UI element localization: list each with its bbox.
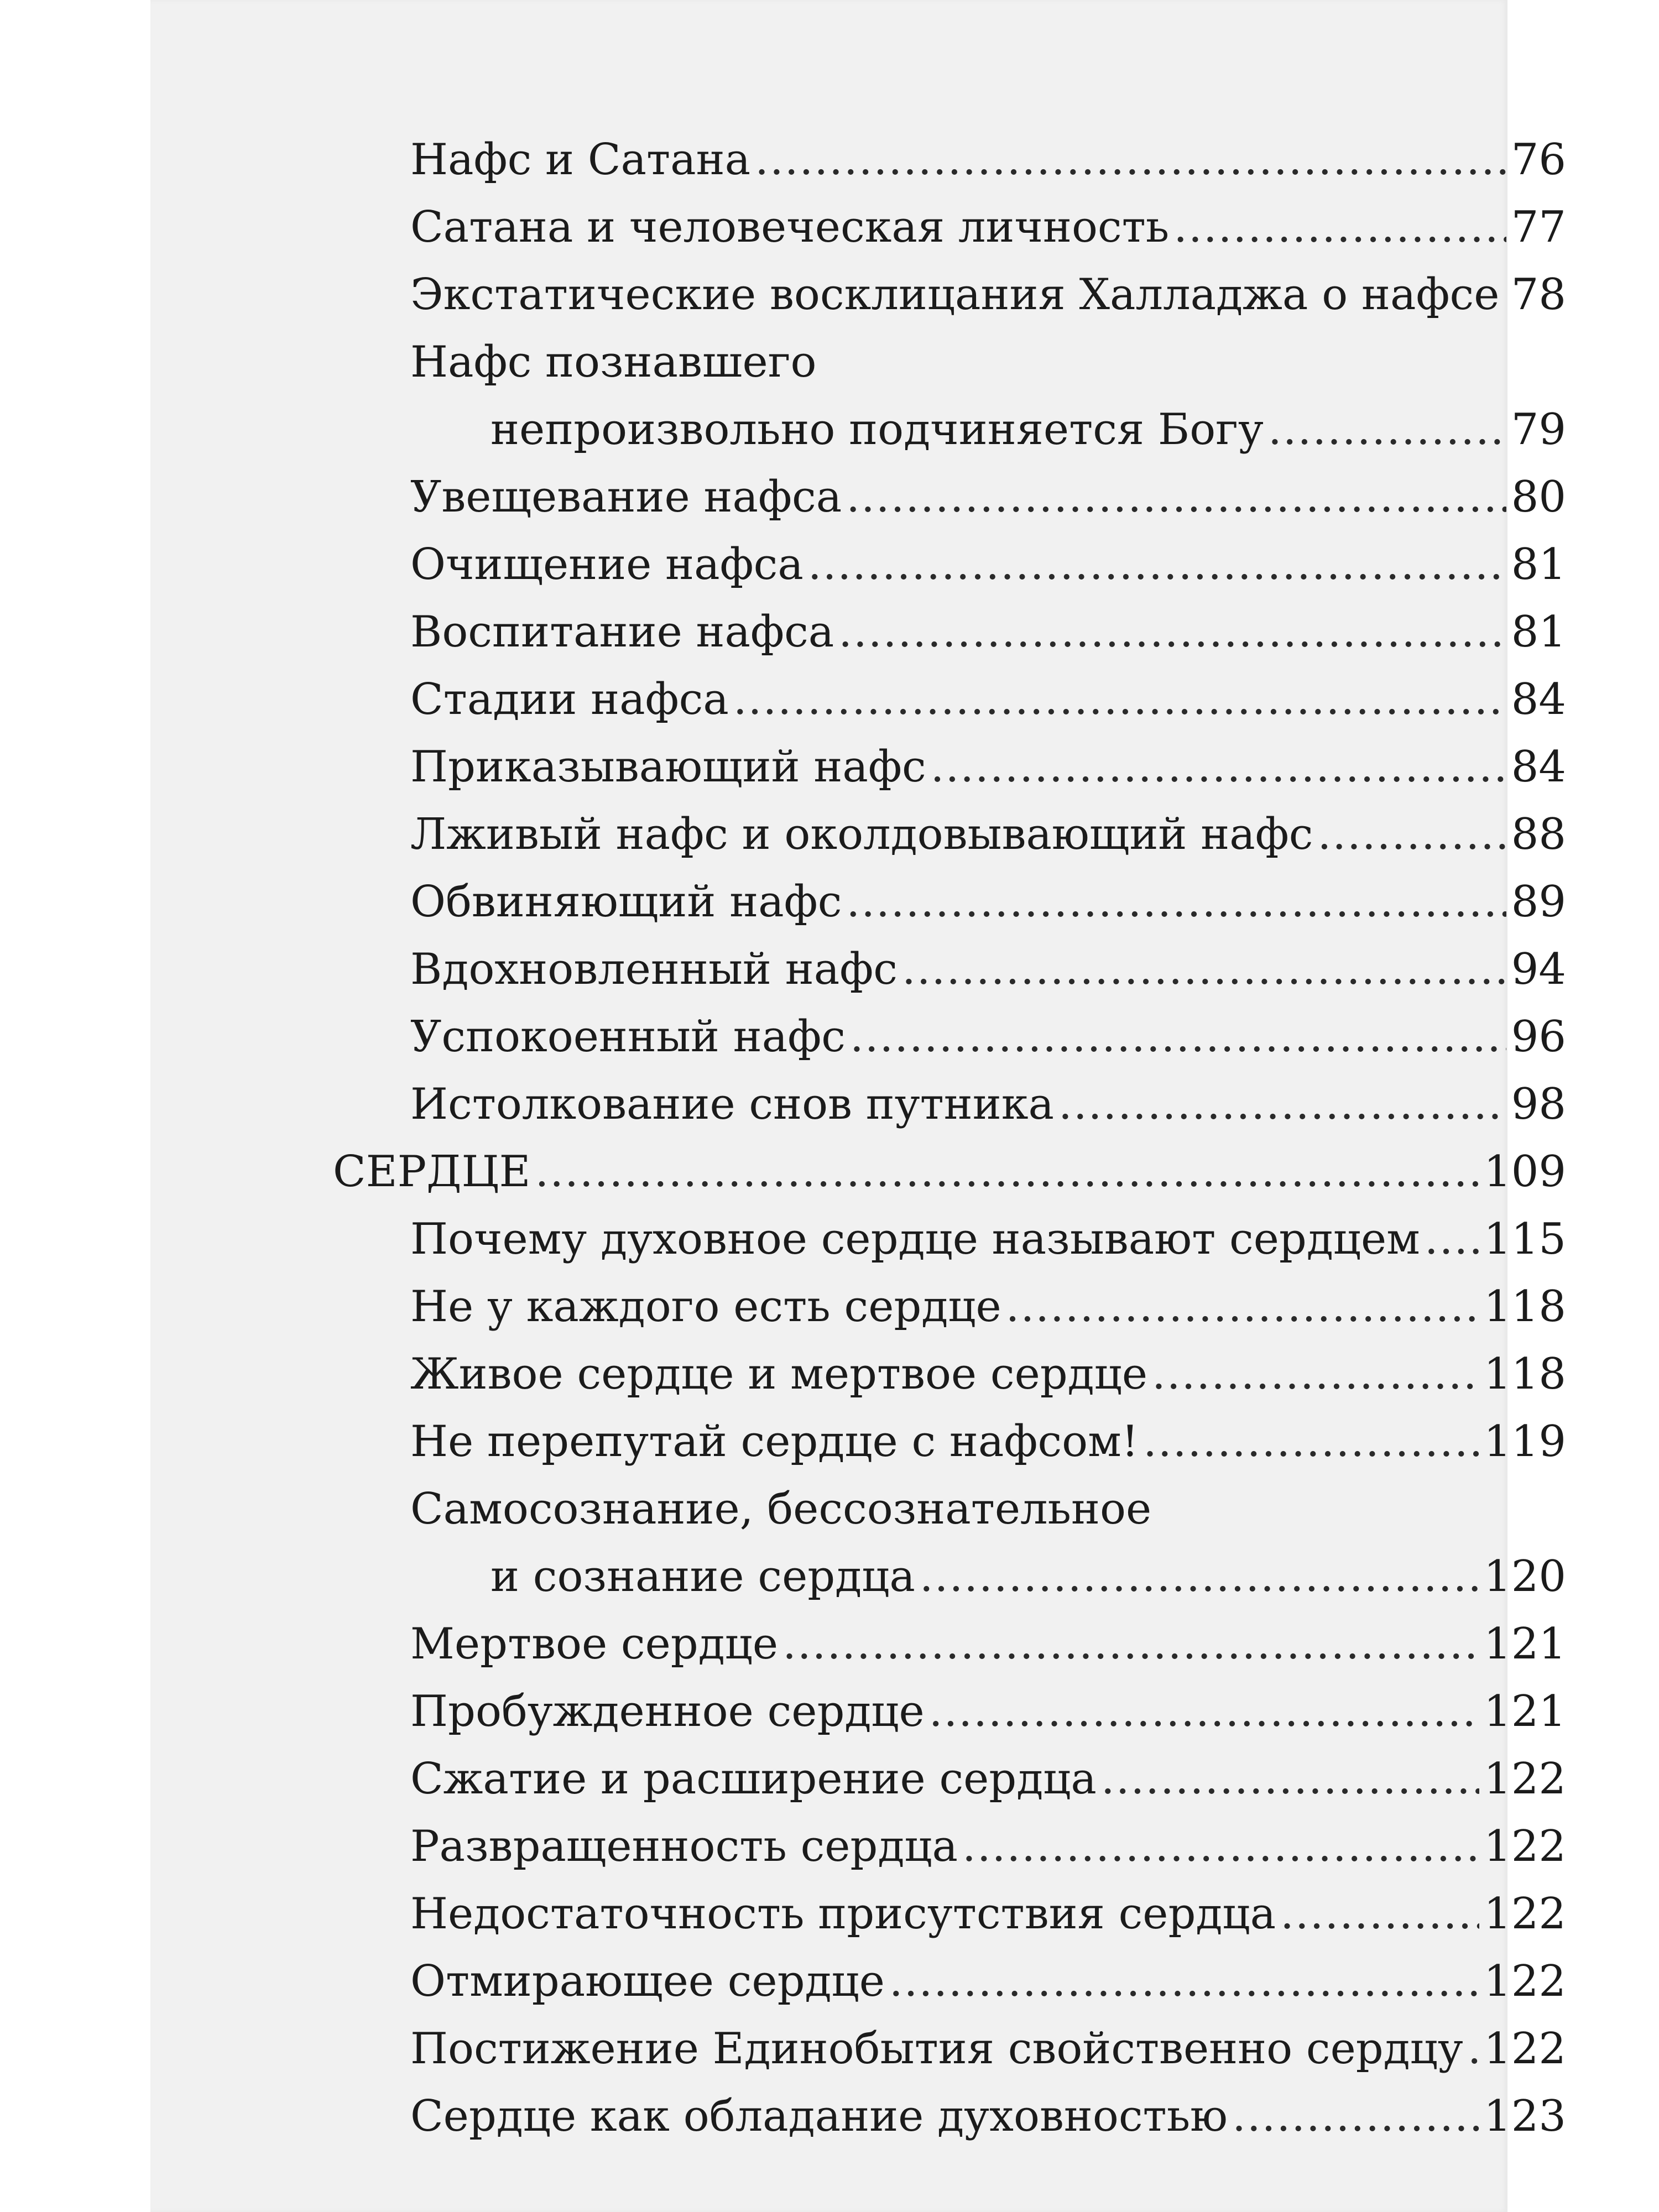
toc-entry <box>333 1678 1566 1745</box>
toc-entry <box>333 868 1566 936</box>
toc-page-number: 78 <box>1511 270 1566 320</box>
toc-dot-leader <box>1468 2015 1479 2083</box>
toc-page-number: 121 <box>1484 1687 1566 1736</box>
toc-page-number: 119 <box>1484 1417 1566 1467</box>
toc-entry-title: СЕРДЦЕ <box>333 1147 531 1197</box>
toc-page-number: 122 <box>1484 1957 1566 2006</box>
toc-entry-title: Лживый нафс и околдовывающий нафс <box>410 810 1313 859</box>
toc-page-number: 115 <box>1484 1214 1566 1264</box>
toc-entry-title: Экстатические восклицания Халладжа о нафсе <box>410 270 1500 320</box>
toc-entry <box>333 1813 1566 1880</box>
toc-dot-leader <box>962 1813 1479 1880</box>
toc-entry <box>333 801 1566 868</box>
toc-dot-leader <box>846 463 1506 531</box>
toc-entry <box>333 396 1566 463</box>
toc-entry-title: Нафс и Сатана <box>410 135 751 185</box>
toc-dot-leader <box>1504 261 1506 328</box>
toc-dot-leader <box>850 1003 1506 1071</box>
toc-entry-title: Сердце как обладание духовностью <box>410 2091 1228 2141</box>
toc-entry-title: Истолкование снов путника <box>410 1079 1055 1129</box>
toc-dot-leader <box>1425 1206 1479 1273</box>
toc-dot-leader <box>733 666 1506 733</box>
toc-page-number: 81 <box>1511 540 1566 589</box>
toc-entry <box>333 666 1566 733</box>
toc-entry <box>333 1206 1566 1273</box>
toc-page-number: 76 <box>1511 135 1566 185</box>
toc-page-number: 94 <box>1511 945 1566 994</box>
toc-entry-title: Постижение Единобытия свойственно сердцу <box>410 2024 1463 2074</box>
toc-dot-leader <box>929 1678 1479 1745</box>
toc-entry <box>333 1948 1566 2015</box>
toc-entry-title: Пробужденное сердце <box>410 1687 925 1736</box>
toc-dot-leader <box>535 1138 1479 1206</box>
toc-dot-leader <box>1280 1880 1479 1948</box>
toc-dot-leader <box>1152 1340 1479 1408</box>
toc-page-number: 118 <box>1484 1349 1566 1399</box>
toc-entry-title: Сжатие и расширение сердца <box>410 1754 1097 1804</box>
toc-page-number: 109 <box>1484 1147 1566 1197</box>
toc-entry-title: Не у каждого есть сердце <box>410 1282 1001 1332</box>
toc-page-number: 118 <box>1484 1282 1566 1332</box>
toc-dot-leader <box>902 936 1506 1003</box>
toc-page-number: 98 <box>1511 1079 1566 1129</box>
toc-page-number: 88 <box>1511 810 1566 859</box>
toc-entry-title: Нафс познавшего <box>410 337 817 387</box>
toc-entry-title: Живое сердце и мертвое сердце <box>410 1349 1148 1399</box>
toc-page-number: 84 <box>1511 742 1566 792</box>
toc-entry <box>333 936 1566 1003</box>
toc-entry <box>333 126 1566 194</box>
toc-entry-title: Недостаточность присутствия сердца <box>410 1889 1276 1939</box>
toc-dot-leader <box>920 1543 1479 1610</box>
toc-dot-leader <box>1006 1273 1479 1340</box>
toc-page-number: 96 <box>1511 1012 1566 1062</box>
toc-page-number: 122 <box>1484 1889 1566 1939</box>
toc-dot-leader <box>889 1948 1479 2015</box>
toc-entry-title: и сознание сердца <box>491 1552 915 1601</box>
toc-dot-leader <box>1317 801 1506 868</box>
toc-entry <box>333 2083 1566 2150</box>
toc-entry-title: Вдохновленный нафс <box>410 945 898 994</box>
toc-dot-leader <box>838 598 1506 666</box>
toc-entry <box>333 1273 1566 1340</box>
toc-entry-title: Воспитание нафса <box>410 607 834 657</box>
toc-entry <box>333 1003 1566 1071</box>
toc-entry <box>333 1475 1566 1543</box>
toc-entry-title: Самосознание, бессознательное <box>410 1484 1152 1534</box>
toc-dot-leader <box>1232 2083 1479 2150</box>
toc-entry-title: Очищение нафса <box>410 540 804 589</box>
toc-dot-leader <box>808 531 1506 598</box>
toc-entry <box>333 1880 1566 1948</box>
toc-entry <box>333 531 1566 598</box>
toc-page-number: 120 <box>1484 1552 1566 1601</box>
toc-entry <box>333 1543 1566 1610</box>
toc-entry <box>333 1610 1566 1678</box>
toc-entry <box>333 733 1566 801</box>
table-of-contents <box>333 126 1566 2150</box>
toc-page-number: 79 <box>1511 405 1566 455</box>
toc-dot-leader <box>931 733 1506 801</box>
toc-page-number: 122 <box>1484 2024 1566 2074</box>
toc-entry-title: непроизвольно подчиняется Богу <box>491 405 1264 455</box>
toc-entry-title: Не перепутай сердце с нафсом! <box>410 1417 1139 1467</box>
toc-dot-leader <box>1058 1071 1506 1138</box>
toc-page-number: 89 <box>1511 877 1566 927</box>
toc-entry <box>333 463 1566 531</box>
toc-dot-leader <box>1268 396 1506 463</box>
toc-entry <box>333 1408 1566 1475</box>
toc-entry-title: Развращенность сердца <box>410 1822 958 1871</box>
toc-dot-leader <box>782 1610 1479 1678</box>
toc-entry-title: Успокоенный нафс <box>410 1012 846 1062</box>
toc-dot-leader <box>1173 194 1506 261</box>
toc-entry-title: Приказывающий нафс <box>410 742 926 792</box>
book-page <box>150 0 1566 2212</box>
toc-entry-title: Отмирающее сердце <box>410 1957 885 2006</box>
toc-page-number: 81 <box>1511 607 1566 657</box>
toc-entry <box>333 328 1566 396</box>
toc-page-number: 77 <box>1511 202 1566 252</box>
toc-dot-leader <box>1101 1745 1479 1813</box>
toc-entry <box>333 1340 1566 1408</box>
toc-entry <box>333 2015 1566 2083</box>
toc-entry <box>333 598 1566 666</box>
toc-page-number: 84 <box>1511 675 1566 724</box>
toc-page-number: 121 <box>1484 1619 1566 1669</box>
toc-page-number: 80 <box>1511 472 1566 522</box>
toc-entry <box>333 1071 1566 1138</box>
toc-entry <box>333 194 1566 261</box>
toc-dot-leader <box>846 868 1506 936</box>
toc-entry-title: Почему духовное сердце называют сердцем <box>410 1214 1420 1264</box>
toc-page-number: 123 <box>1484 2091 1566 2141</box>
toc-entry-title: Увещевание нафса <box>410 472 842 522</box>
toc-entry-title: Обвиняющий нафс <box>410 877 842 927</box>
toc-entry <box>333 261 1566 328</box>
toc-entry <box>333 1745 1566 1813</box>
toc-dot-leader <box>755 126 1506 194</box>
toc-dot-leader <box>1143 1408 1479 1475</box>
toc-entry-title: Мертвое сердце <box>410 1619 779 1669</box>
toc-page-number: 122 <box>1484 1822 1566 1871</box>
toc-section-heading <box>333 1138 1566 1206</box>
toc-entry-title: Сатана и человеческая личность <box>410 202 1170 252</box>
toc-page-number: 122 <box>1484 1754 1566 1804</box>
toc-entry-title: Стадии нафса <box>410 675 729 724</box>
